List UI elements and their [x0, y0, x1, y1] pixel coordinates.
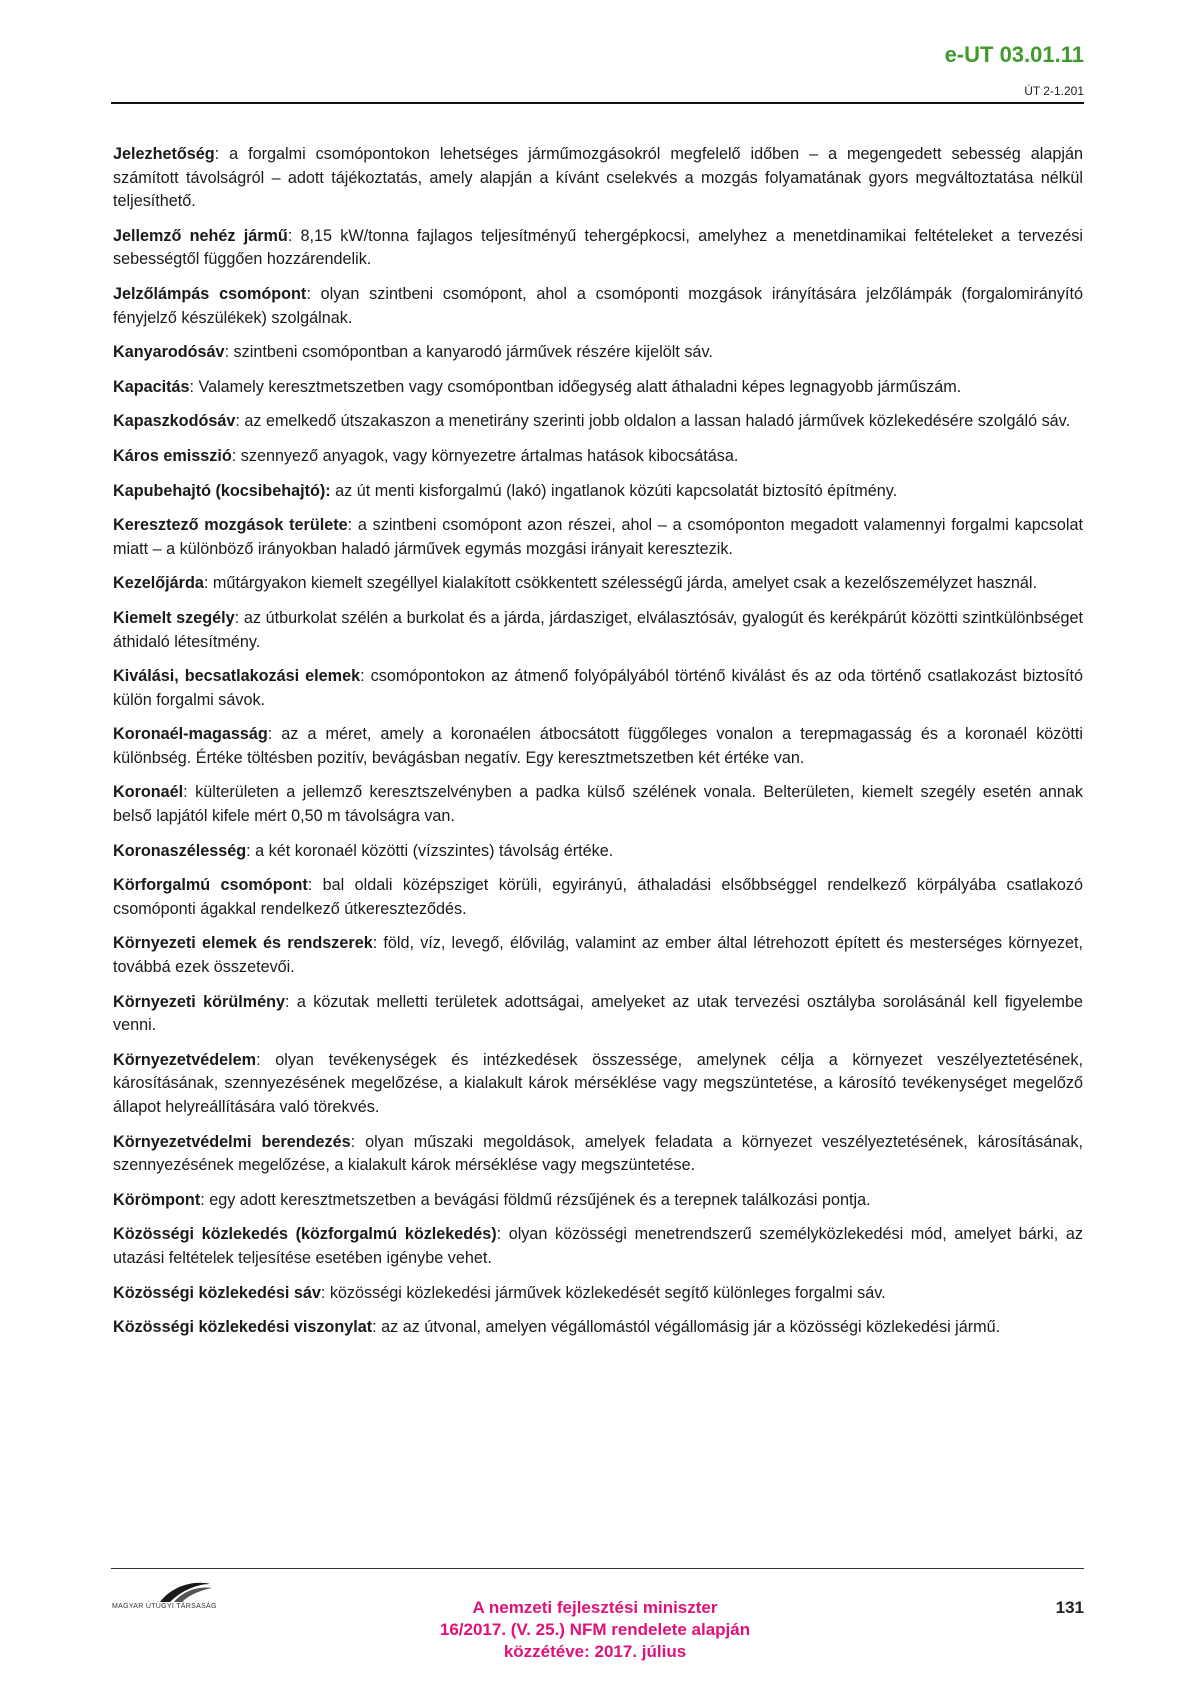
- glossary-entry: [113, 1131, 1083, 1178]
- glossary-entry: [113, 572, 1083, 596]
- entry-definition: : olyan szintbeni csomópont, ahol a csomóponti mozgások irányítására jelzőlámpák (forgalomirányító fényjelző készülékek) szolgálnak.: [113, 284, 1083, 327]
- glossary-entry: [113, 723, 1083, 770]
- entry-term: Kiemelt szegély: [113, 608, 235, 627]
- glossary-entry: [113, 225, 1083, 272]
- entry-term: Koronaszélesség: [113, 841, 247, 860]
- glossary-entry: [113, 874, 1083, 921]
- entry-definition: : szennyező anyagok, vagy környezetre ártalmas hatások kibocsátása.: [231, 446, 739, 465]
- entry-definition: : egy adott keresztmetszetben a bevágási földmű rézsűjének és a terepnek találkozási pontja.: [200, 1190, 871, 1209]
- entry-term: Kanyarodósáv: [113, 343, 225, 362]
- entry-term: Káros emisszió: [113, 446, 232, 465]
- glossary-entry: [113, 376, 1083, 400]
- glossary-entry: [113, 1049, 1083, 1120]
- entry-definition: : 8,15 kW/tonna fajlagos teljesítményű tehergépkocsi, amelyhez a menetdinamikai feltételeket a tervezési sebességtől függően hozzárendelik.: [113, 226, 1083, 269]
- entry-term: Környezetvédelmi berendezés: [113, 1132, 351, 1151]
- header-rule: [111, 102, 1084, 104]
- entry-term: Közösségi közlekedési viszonylat: [113, 1318, 373, 1337]
- entry-definition: : közösségi közlekedési járművek közlekedését segítő különleges forgalmi sáv.: [320, 1283, 886, 1302]
- entry-definition: : az emelkedő útszakaszon a menetirány szerinti jobb oldalon a lassan haladó járművek közlekedésére szolgáló sáv.: [235, 412, 1071, 431]
- entry-definition: : bal oldali középsziget körüli, egyirányú, áthaladási elsőbbséggel rendelkező körpályába csatlakozó csomóponti ágakkal rendelkező útkereszteződés.: [113, 876, 1083, 918]
- logo-text: MAGYAR ÚTÜGYI TÁRSASÁG: [112, 1603, 217, 1610]
- glossary-entry: [113, 1316, 1083, 1340]
- entry-definition: : olyan közösségi menetrendszerű személyközlekedési mód, amelyet bárki, az utazási feltételek teljesítése esetében igénybe vehet.: [113, 1225, 1083, 1267]
- glossary-entry: [113, 445, 1083, 469]
- glossary-entry: [113, 341, 1083, 365]
- entry-definition: : külterületen a jellemző keresztszelvényben a padka külső szélének vonala. Belterületen, kiemelt szegély esetén annak belső lapjától kifele mért 0,50 m távolságra van.: [113, 783, 1083, 826]
- entry-definition: : az a méret, amely a koronaélen átbocsátott függőleges vonalon a terepmagasság és a koronaél közötti különbség. Értéke töltésben pozitív, bevágásban negatív. Egy keresztmetszetben két értéke van.: [113, 725, 1083, 767]
- glossary-entry: [113, 1223, 1083, 1270]
- glossary-entry: [113, 283, 1083, 330]
- glossary-content: [113, 143, 1083, 1351]
- header-code: e-UT 03.01.11: [944, 42, 1084, 67]
- entry-term: Kapubehajtó (kocsibehajtó):: [113, 481, 331, 500]
- entry-term: Kezelőjárda: [113, 574, 204, 593]
- entry-definition: : szintbeni csomópontban a kanyarodó járművek részére kijelölt sáv.: [224, 343, 713, 362]
- entry-definition: : a két koronaél közötti (vízszintes) távolság értéke.: [246, 841, 614, 860]
- footer-rule: [111, 1568, 1084, 1569]
- entry-term: Körömpont: [113, 1190, 201, 1209]
- entry-term: Kapaszkodósáv: [113, 412, 236, 431]
- entry-term: Közösségi közlekedés (közforgalmú közlekedés): [113, 1225, 497, 1244]
- glossary-entry: [113, 143, 1083, 214]
- entry-definition: : föld, víz, levegő, élővilág, valamint az ember által létrehozott épített és mesterséges környezet, továbbá ezek összetevői.: [113, 934, 1084, 977]
- entry-definition: : Valamely keresztmetszetben vagy csomópontban időegység alatt áthaladni képes legnagyobb járműszám.: [189, 377, 962, 396]
- entry-term: Kiválási, becsatlakozási elemek: [113, 667, 361, 686]
- entry-term: Jelzőlámpás csomópont: [113, 284, 307, 303]
- entry-term: Koronaél-magasság: [113, 725, 268, 744]
- entry-term: Kapacitás: [113, 377, 190, 396]
- entry-definition: : a közutak melletti területek adottságai, amelyeket az utak tervezési osztályba sorolásánál kell figyelembe venni.: [113, 992, 1083, 1035]
- entry-definition: : műtárgyakon kiemelt szegéllyel kialakított csökkentett szélességű járda, amelyet csak a kezelőszemélyzet használ.: [203, 574, 1038, 593]
- footer-line-1: A nemzeti fejlesztési miniszter: [472, 1598, 718, 1617]
- entry-term: Jelezhetőség: [113, 145, 215, 163]
- entry-definition: : a forgalmi csomópontokon lehetséges járműmozgásokról megfelelő időben – a megengedett sebesség alapján számított távolságról – adott tájékoztatás, amely alapján a kívánt cselekvés a mozgás folyamatának gyors megváltoztatása nélkül teljesíthető.: [113, 145, 1083, 211]
- footer-line-3: közzétéve: 2017. július: [503, 1642, 687, 1661]
- glossary-entry: [113, 607, 1083, 654]
- entry-term: Körforgalmú csomópont: [113, 876, 308, 895]
- entry-term: Jellemző nehéz jármű: [113, 226, 288, 245]
- glossary-entry: [113, 781, 1083, 828]
- road-swoosh-icon: [112, 1578, 262, 1604]
- entry-term: Környezeti körülmény: [113, 992, 286, 1011]
- entry-term: Közösségi közlekedési sáv: [113, 1283, 321, 1302]
- footer-publication-note: [380, 1597, 810, 1663]
- glossary-entry: [113, 514, 1083, 561]
- entry-definition: : az útburkolat szélén a burkolat és a járda, járdasziget, elválasztósáv, gyalogút és kerékpárút közötti szintkülönbséget áthidaló létesítmény.: [113, 608, 1083, 651]
- entry-definition: : csomópontokon az átmenő folyópályából történő kiválást és az oda történő csatlakozást biztosító külön forgalmi sávok.: [113, 667, 1083, 709]
- glossary-entry: [113, 410, 1083, 434]
- footer-line-2: 16/2017. (V. 25.) NFM rendelete alapján: [439, 1620, 751, 1639]
- entry-term: Környezetvédelem: [113, 1050, 257, 1069]
- entry-term: Környezeti elemek és rendszerek: [113, 934, 373, 953]
- glossary-entry: [113, 1189, 1083, 1213]
- glossary-entry: [113, 991, 1083, 1038]
- entry-definition: : a szintbeni csomópont azon részei, ahol – a csomóponton megadott valamennyi forgalmi kapcsolat miatt – a különböző irányokban haladó járművek egymás mozgási irányait keresztezik.: [113, 516, 1083, 558]
- page-number: 131: [1055, 1598, 1084, 1617]
- entry-definition: az út menti kisforgalmú (lakó) ingatlanok közúti kapcsolatát biztosító építmény.: [330, 481, 898, 500]
- society-logo: [112, 1578, 262, 1618]
- entry-definition: : olyan tevékenységek és intézkedések összessége, amelynek célja a környezet veszélyeztetésének, károsításának, szennyezésének megelőzése, a kialakult károk mérséklése vagy megszüntetése, a károsító tevékenységet megelőző állapot helyreállítására való törekvés.: [113, 1050, 1083, 1116]
- entry-definition: : olyan műszaki megoldások, amelyek feladata a környezet veszélyeztetésének, károsításának, szennyezésének megelőzése, a kialakult károk mérséklése vagy megszüntetése.: [113, 1132, 1083, 1175]
- glossary-entry: [113, 665, 1083, 712]
- entry-term: Koronaél: [113, 783, 184, 802]
- header-standard-number: ÚT 2-1.201: [1024, 84, 1084, 98]
- entry-term: Keresztező mozgások területe: [113, 516, 348, 535]
- entry-definition: : az az útvonal, amelyen végállomástól végállomásig jár a közösségi közlekedési jármű.: [372, 1318, 1001, 1337]
- glossary-entry: [113, 840, 1083, 864]
- glossary-entry: [113, 1282, 1083, 1306]
- glossary-entry: [113, 480, 1083, 504]
- glossary-entry: [113, 932, 1083, 979]
